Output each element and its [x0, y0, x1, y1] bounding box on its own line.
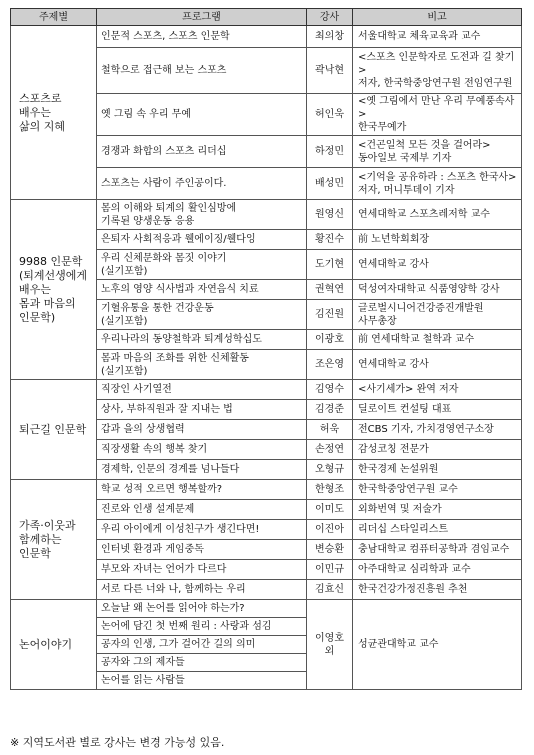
instructor-cell: 조은영 — [307, 350, 353, 380]
header-program: 프로그램 — [97, 9, 307, 26]
note-cell: 리더십 스타일리스트 — [353, 520, 522, 540]
header-note: 비고 — [353, 9, 522, 26]
program-cell: 오늘날 왜 논어를 읽어야 하는가? — [97, 600, 307, 618]
program-cell: 철학으로 접근해 보는 스포츠 — [97, 48, 307, 94]
instructor-cell: 허인욱 — [307, 94, 353, 136]
instructor-cell: 이광호 — [307, 330, 353, 350]
category-cell: 논어이야기 — [11, 600, 97, 690]
note-cell: 연세대학교 스포츠레저학 교수 — [353, 200, 522, 230]
note-cell: <사기세가> 완역 저자 — [353, 380, 522, 400]
note-cell: 충남대학교 컴퓨터공학과 겸임교수 — [353, 540, 522, 560]
note-cell: 아주대학교 심리학과 교수 — [353, 560, 522, 580]
instructor-cell: 이영호 외 — [307, 600, 353, 690]
instructor-cell: 도기현 — [307, 250, 353, 280]
program-cell: 기혈유통을 통한 건강운동 (실기포함) — [97, 300, 307, 330]
note-cell: 덕성여자대학교 식품영양학 강사 — [353, 280, 522, 300]
program-cell: 우리 신체문화와 몸짓 이야기 (실기포함) — [97, 250, 307, 280]
note-cell: <옛 그림에서 만난 우리 무예풍속사> 한국무예가 — [353, 94, 522, 136]
footnote: ※ 지역도서관 별로 강사는 변경 가능성 있음. — [10, 736, 225, 749]
instructor-cell: 이진아 — [307, 520, 353, 540]
instructor-cell: 김효신 — [307, 580, 353, 600]
instructor-cell: 오형규 — [307, 460, 353, 480]
instructor-cell: 곽낙현 — [307, 48, 353, 94]
program-cell: 상사, 부하직원과 잘 지내는 법 — [97, 400, 307, 420]
instructor-cell: 허욱 — [307, 420, 353, 440]
note-cell: 글로벌시니어건강증진개발원 사무총장 — [353, 300, 522, 330]
note-cell: 前 노년학회회장 — [353, 230, 522, 250]
instructor-cell: 하정민 — [307, 136, 353, 168]
program-cell: 옛 그림 속 우리 무예 — [97, 94, 307, 136]
instructor-cell: 손정연 — [307, 440, 353, 460]
category-cell: 스포츠로 배우는 삶의 지혜 — [11, 26, 97, 200]
instructor-cell: 김경준 — [307, 400, 353, 420]
note-cell: <기억을 공유하라 : 스포츠 한국사> 저자, 머니투데이 기자 — [353, 168, 522, 200]
program-cell: 논어를 읽는 사람들 — [97, 672, 307, 690]
note-cell: 한국경제 논설위원 — [353, 460, 522, 480]
program-cell: 직장생활 속의 행복 찾기 — [97, 440, 307, 460]
program-cell: 인문적 스포츠, 스포츠 인문학 — [97, 26, 307, 48]
category-cell: 가족·이웃과 함께하는 인문학 — [11, 480, 97, 600]
program-cell: 부모와 자녀는 언어가 다르다 — [97, 560, 307, 580]
category-cell: 퇴근길 인문학 — [11, 380, 97, 480]
note-cell: <스포츠 인문학자로 도전과 길 찾기> 저자, 한국학중앙연구원 전임연구원 — [353, 48, 522, 94]
instructor-cell: 김영수 — [307, 380, 353, 400]
note-cell: 외화번역 및 저술가 — [353, 500, 522, 520]
program-cell: 진로와 인생 설계문제 — [97, 500, 307, 520]
note-cell: 前 연세대학교 철학과 교수 — [353, 330, 522, 350]
program-cell: 직장인 사기열전 — [97, 380, 307, 400]
table-header-row — [11, 9, 522, 26]
program-cell: 인터넷 환경과 게임중독 — [97, 540, 307, 560]
category-cell: 9988 인문학 (퇴계선생에게 배우는 몸과 마음의 인문학) — [11, 200, 97, 380]
program-cell: 공자와 그의 제자들 — [97, 654, 307, 672]
program-cell: 몸과 마음의 조화를 위한 신체활동 (실기포함) — [97, 350, 307, 380]
program-cell: 몸의 이해와 퇴계의 활인심방에 기록된 양생운동 응용 — [97, 200, 307, 230]
table-row — [11, 480, 522, 500]
note-cell: 서울대학교 체육교육과 교수 — [353, 26, 522, 48]
program-cell: 스포츠는 사람이 주인공이다. — [97, 168, 307, 200]
note-cell: 연세대학교 강사 — [353, 250, 522, 280]
note-cell: 연세대학교 강사 — [353, 350, 522, 380]
instructor-cell: 최의창 — [307, 26, 353, 48]
note-cell: 전CBS 기자, 가치경영연구소장 — [353, 420, 522, 440]
program-cell: 우리 아이에게 이성친구가 생긴다면! — [97, 520, 307, 540]
note-cell: 한국건강가정진흥원 추천 — [353, 580, 522, 600]
note-cell: 한국학중앙연구원 교수 — [353, 480, 522, 500]
program-cell: 경쟁과 화합의 스포츠 리더십 — [97, 136, 307, 168]
program-cell: 갑과 을의 상생협력 — [97, 420, 307, 440]
table-row — [11, 200, 522, 230]
instructor-cell: 이미도 — [307, 500, 353, 520]
program-cell: 은퇴자 사회적응과 웰에이징/웰다잉 — [97, 230, 307, 250]
program-cell: 노후의 영양 식사법과 자연음식 치료 — [97, 280, 307, 300]
instructor-cell: 김진원 — [307, 300, 353, 330]
header-instructor: 강사 — [307, 9, 353, 26]
table-row — [11, 26, 522, 48]
instructor-cell: 원영신 — [307, 200, 353, 230]
program-cell: 논어에 담긴 첫 번째 원리 : 사랑과 섬김 — [97, 618, 307, 636]
program-cell: 서로 다른 너와 나, 함께하는 우리 — [97, 580, 307, 600]
header-category: 주제별 — [11, 9, 97, 26]
program-cell: 우리나라의 동양철학과 퇴계성학십도 — [97, 330, 307, 350]
table-row — [11, 600, 522, 618]
program-cell: 경제학, 인문의 경계를 넘나들다 — [97, 460, 307, 480]
instructor-cell: 황진수 — [307, 230, 353, 250]
note-cell: 딜로이트 컨설팅 대표 — [353, 400, 522, 420]
table-body — [11, 26, 522, 690]
instructor-cell: 이민규 — [307, 560, 353, 580]
note-cell: 감성코칭 전문가 — [353, 440, 522, 460]
note-cell: <건곤일척 모든 것을 걸어라> 동아일보 국제부 기자 — [353, 136, 522, 168]
instructor-cell: 한형조 — [307, 480, 353, 500]
table-row — [11, 380, 522, 400]
instructor-cell: 권혁연 — [307, 280, 353, 300]
instructor-cell: 배성민 — [307, 168, 353, 200]
program-cell: 학교 성적 오르면 행복할까? — [97, 480, 307, 500]
program-cell: 공자의 인생, 그가 걸어간 길의 의미 — [97, 636, 307, 654]
instructor-cell: 변승환 — [307, 540, 353, 560]
program-table — [10, 8, 522, 690]
note-cell: 성균관대학교 교수 — [353, 600, 522, 690]
